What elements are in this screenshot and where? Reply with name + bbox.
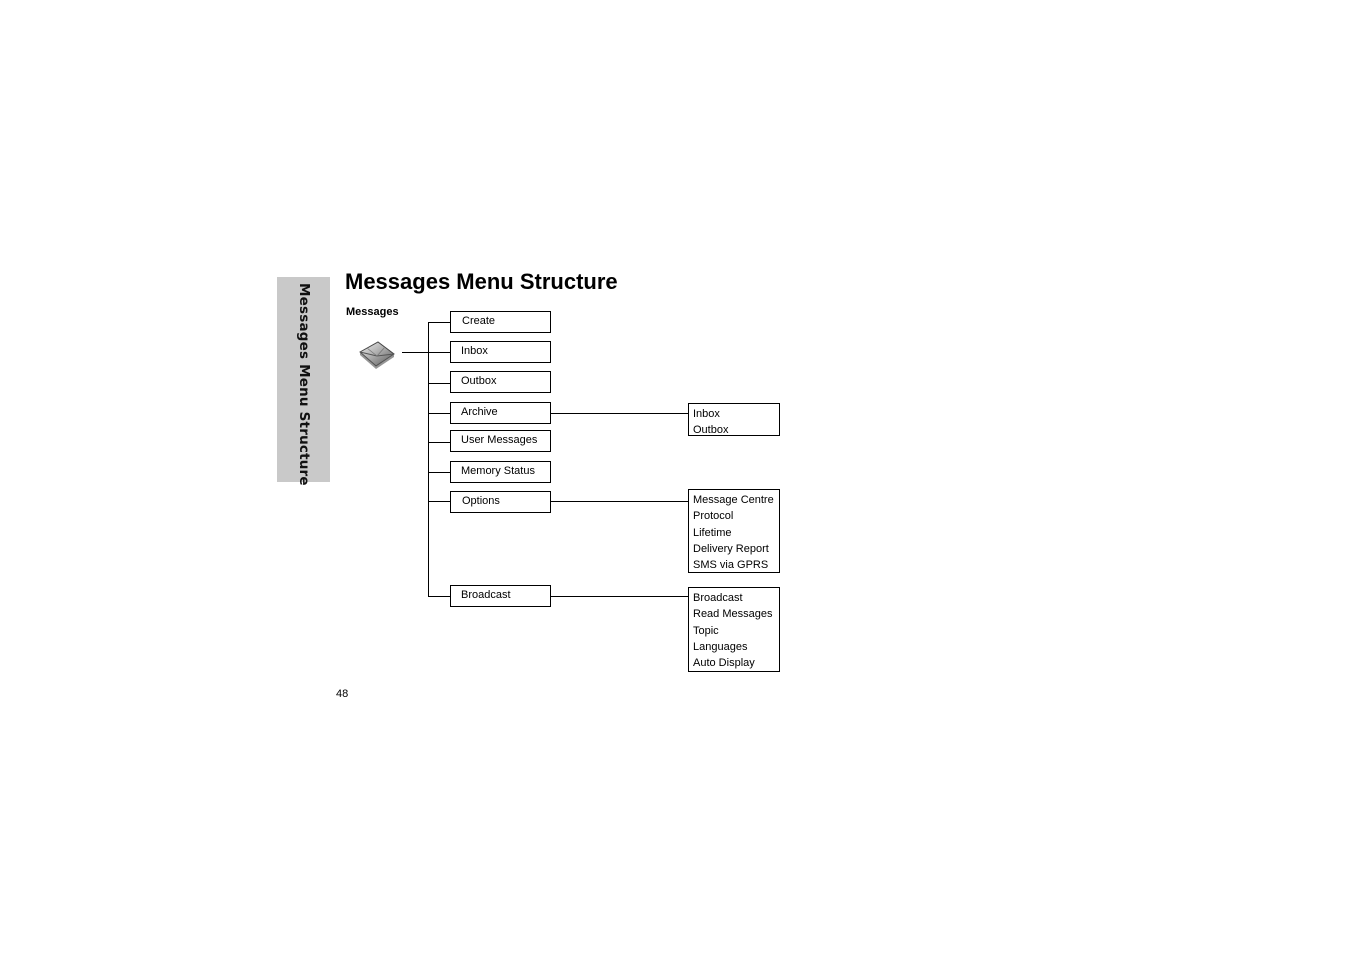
menu-item-memory-status[interactable]: [450, 461, 551, 483]
submenu-item-topic[interactable]: Topic: [693, 624, 719, 637]
branch-user-messages: [428, 442, 450, 443]
archive-sub-connector: [551, 413, 688, 414]
submenu-item-outbox[interactable]: Outbox: [693, 424, 729, 437]
broadcast-sub-connector: [551, 596, 688, 597]
menu-item-outbox[interactable]: [450, 371, 551, 393]
menu-item-label: Broadcast: [461, 589, 511, 601]
side-tab-label: Messages Menu Structure: [295, 283, 312, 486]
root-menu-label: Messages: [346, 306, 399, 318]
submenu-item-lifetime[interactable]: Lifetime: [693, 526, 732, 539]
menu-item-label: Options: [462, 495, 500, 507]
submenu-item-delivery-report[interactable]: Delivery Report: [693, 542, 769, 555]
submenu-item-read-messages[interactable]: Read Messages: [693, 608, 773, 621]
side-tab: [277, 277, 330, 486]
menu-item-label: User Messages: [461, 434, 538, 446]
menu-item-label: Inbox: [461, 345, 488, 357]
submenu-item-message-centre[interactable]: Message Centre: [693, 494, 774, 506]
archive-submenu: [688, 403, 780, 436]
branch-broadcast: [428, 596, 450, 597]
page-title: Messages Menu Structure: [345, 269, 618, 294]
envelope-icon: [358, 338, 396, 370]
root-connector: [402, 352, 450, 353]
menu-item-label: Archive: [461, 406, 498, 418]
submenu-item-auto-display[interactable]: Auto Display: [693, 657, 755, 670]
trunk-line: [428, 322, 429, 596]
branch-outbox: [428, 383, 450, 384]
submenu-item-sms-via-gprs[interactable]: SMS via GPRS: [693, 559, 769, 572]
submenu-item-protocol[interactable]: Protocol: [693, 510, 734, 523]
branch-memory-status: [428, 472, 450, 473]
menu-item-label: Create: [462, 315, 496, 327]
branch-create: [428, 322, 450, 323]
submenu-item-inbox[interactable]: Inbox: [693, 408, 720, 420]
broadcast-submenu: [688, 587, 780, 672]
menu-item-inbox[interactable]: [450, 341, 551, 363]
submenu-item-languages[interactable]: Languages: [693, 640, 748, 653]
menu-item-user-messages[interactable]: [450, 430, 551, 452]
menu-item-archive[interactable]: [450, 402, 551, 424]
branch-archive: [428, 413, 450, 414]
page-number: 48: [336, 688, 349, 700]
menu-item-label: Outbox: [461, 375, 497, 387]
menu-item-create[interactable]: [450, 311, 551, 333]
submenu-item-broadcast[interactable]: Broadcast: [693, 592, 743, 604]
menu-item-broadcast[interactable]: [450, 585, 551, 607]
options-submenu: [688, 489, 780, 573]
menu-item-label: Memory Status: [461, 465, 535, 477]
options-sub-connector: [551, 501, 688, 502]
menu-item-options[interactable]: [450, 491, 551, 513]
branch-options: [428, 501, 450, 502]
